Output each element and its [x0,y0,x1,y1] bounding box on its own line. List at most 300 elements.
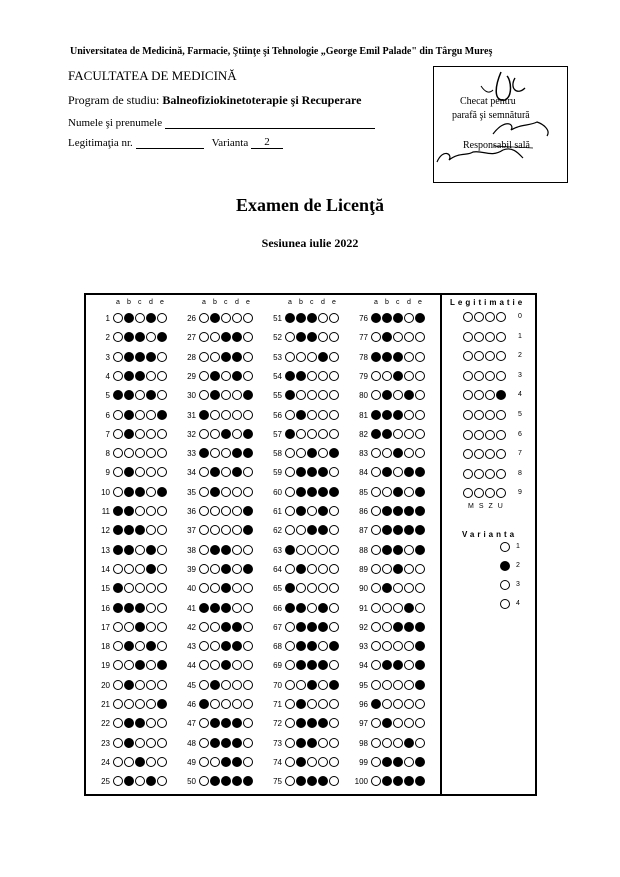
answer-bubble-d[interactable] [146,371,156,381]
answer-bubble-a[interactable] [113,506,123,516]
answer-bubble-d[interactable] [146,738,156,748]
answer-bubble-e[interactable] [329,622,339,632]
answer-bubble-b[interactable] [296,603,306,613]
answer-bubble-b[interactable] [210,738,220,748]
answer-bubble-c[interactable] [221,603,231,613]
answer-bubble-b[interactable] [124,506,134,516]
answer-bubble-b[interactable] [382,352,392,362]
answer-bubble-a[interactable] [285,371,295,381]
answer-bubble-d[interactable] [318,699,328,709]
answer-bubble-b[interactable] [124,487,134,497]
answer-bubble-b[interactable] [296,545,306,555]
answer-bubble-d[interactable] [146,313,156,323]
answer-bubble-a[interactable] [285,699,295,709]
answer-bubble-a[interactable] [199,429,209,439]
answer-bubble-d[interactable] [146,545,156,555]
answer-bubble-b[interactable] [210,680,220,690]
answer-bubble-e[interactable] [415,371,425,381]
legitimatie-bubble[interactable] [496,312,506,322]
answer-bubble-b[interactable] [296,622,306,632]
answer-bubble-b[interactable] [210,757,220,767]
legitimatie-bubble[interactable] [474,430,484,440]
answer-bubble-d[interactable] [232,564,242,574]
answer-bubble-c[interactable] [307,429,317,439]
answer-bubble-b[interactable] [124,738,134,748]
answer-bubble-d[interactable] [232,680,242,690]
answer-bubble-b[interactable] [210,603,220,613]
answer-bubble-b[interactable] [124,545,134,555]
answer-bubble-a[interactable] [285,313,295,323]
answer-bubble-b[interactable] [296,738,306,748]
answer-bubble-c[interactable] [307,622,317,632]
answer-bubble-c[interactable] [135,313,145,323]
answer-bubble-d[interactable] [404,622,414,632]
answer-bubble-d[interactable] [146,410,156,420]
answer-bubble-c[interactable] [307,603,317,613]
answer-bubble-a[interactable] [371,371,381,381]
answer-bubble-d[interactable] [232,352,242,362]
answer-bubble-c[interactable] [307,506,317,516]
answer-bubble-a[interactable] [285,429,295,439]
answer-bubble-e[interactable] [243,313,253,323]
answer-bubble-e[interactable] [415,352,425,362]
answer-bubble-c[interactable] [307,487,317,497]
legitimatie-bubble[interactable] [485,410,495,420]
answer-bubble-c[interactable] [221,564,231,574]
answer-bubble-a[interactable] [199,506,209,516]
answer-bubble-d[interactable] [318,487,328,497]
answer-bubble-c[interactable] [135,429,145,439]
answer-bubble-a[interactable] [113,757,123,767]
answer-bubble-c[interactable] [393,564,403,574]
answer-bubble-e[interactable] [243,603,253,613]
answer-bubble-b[interactable] [210,352,220,362]
answer-bubble-c[interactable] [221,429,231,439]
answer-bubble-d[interactable] [232,410,242,420]
answer-bubble-a[interactable] [113,680,123,690]
answer-bubble-c[interactable] [393,699,403,709]
legitimatie-bubble[interactable] [463,430,473,440]
answer-bubble-e[interactable] [329,564,339,574]
answer-bubble-c[interactable] [135,487,145,497]
answer-bubble-a[interactable] [199,352,209,362]
answer-bubble-b[interactable] [382,410,392,420]
answer-bubble-b[interactable] [124,564,134,574]
answer-bubble-c[interactable] [221,622,231,632]
answer-bubble-b[interactable] [296,429,306,439]
answer-bubble-e[interactable] [157,622,167,632]
answer-bubble-e[interactable] [329,410,339,420]
answer-bubble-d[interactable] [318,410,328,420]
answer-bubble-b[interactable] [296,371,306,381]
answer-bubble-a[interactable] [371,352,381,362]
answer-bubble-d[interactable] [318,371,328,381]
answer-bubble-c[interactable] [307,371,317,381]
answer-bubble-a[interactable] [113,352,123,362]
legitimatie-bubble[interactable] [474,312,484,322]
answer-bubble-c[interactable] [393,352,403,362]
answer-bubble-c[interactable] [393,371,403,381]
answer-bubble-e[interactable] [415,313,425,323]
answer-bubble-e[interactable] [243,352,253,362]
answer-bubble-e[interactable] [329,506,339,516]
answer-bubble-b[interactable] [210,371,220,381]
answer-bubble-b[interactable] [124,429,134,439]
answer-bubble-b[interactable] [210,564,220,574]
answer-bubble-e[interactable] [329,738,339,748]
answer-bubble-b[interactable] [382,313,392,323]
answer-bubble-c[interactable] [135,410,145,420]
answer-bubble-b[interactable] [210,313,220,323]
answer-bubble-c[interactable] [135,699,145,709]
answer-bubble-c[interactable] [393,429,403,439]
answer-bubble-a[interactable] [199,545,209,555]
answer-bubble-d[interactable] [404,680,414,690]
answer-bubble-d[interactable] [404,603,414,613]
legitimatie-bubble[interactable] [474,410,484,420]
answer-bubble-a[interactable] [371,429,381,439]
answer-bubble-b[interactable] [382,757,392,767]
answer-bubble-a[interactable] [285,603,295,613]
answer-bubble-a[interactable] [113,603,123,613]
answer-bubble-a[interactable] [199,738,209,748]
answer-bubble-d[interactable] [404,545,414,555]
answer-bubble-b[interactable] [382,622,392,632]
answer-bubble-c[interactable] [135,680,145,690]
answer-bubble-d[interactable] [404,429,414,439]
answer-bubble-a[interactable] [371,410,381,420]
answer-bubble-e[interactable] [329,352,339,362]
answer-bubble-c[interactable] [221,699,231,709]
answer-bubble-c[interactable] [135,506,145,516]
answer-bubble-e[interactable] [157,603,167,613]
answer-bubble-e[interactable] [157,429,167,439]
answer-bubble-b[interactable] [296,757,306,767]
answer-bubble-b[interactable] [210,622,220,632]
answer-bubble-c[interactable] [393,603,403,613]
answer-bubble-b[interactable] [382,738,392,748]
answer-bubble-c[interactable] [135,352,145,362]
answer-bubble-e[interactable] [415,680,425,690]
answer-bubble-e[interactable] [157,506,167,516]
answer-bubble-a[interactable] [199,487,209,497]
answer-bubble-e[interactable] [329,371,339,381]
answer-bubble-a[interactable] [113,738,123,748]
legitimatie-bubble[interactable] [463,371,473,381]
answer-bubble-b[interactable] [124,757,134,767]
answer-bubble-a[interactable] [113,371,123,381]
answer-bubble-a[interactable] [371,757,381,767]
answer-bubble-d[interactable] [232,487,242,497]
answer-bubble-d[interactable] [232,603,242,613]
answer-bubble-e[interactable] [415,738,425,748]
answer-bubble-d[interactable] [146,757,156,767]
legitimatie-bubble[interactable] [485,332,495,342]
answer-bubble-b[interactable] [210,545,220,555]
legitimatie-bubble[interactable] [496,469,506,479]
answer-bubble-e[interactable] [243,564,253,574]
answer-bubble-b[interactable] [296,680,306,690]
answer-bubble-e[interactable] [329,545,339,555]
answer-bubble-e[interactable] [157,564,167,574]
answer-bubble-e[interactable] [243,738,253,748]
legitimatie-bubble[interactable] [496,410,506,420]
answer-bubble-c[interactable] [393,680,403,690]
answer-bubble-c[interactable] [393,410,403,420]
answer-bubble-e[interactable] [415,622,425,632]
answer-bubble-d[interactable] [404,564,414,574]
answer-bubble-b[interactable] [210,429,220,439]
answer-bubble-a[interactable] [285,506,295,516]
legitimatie-bubble[interactable] [474,332,484,342]
answer-bubble-d[interactable] [318,429,328,439]
answer-bubble-d[interactable] [146,699,156,709]
answer-bubble-c[interactable] [307,757,317,767]
answer-bubble-d[interactable] [318,603,328,613]
answer-bubble-e[interactable] [243,487,253,497]
varianta-bubble[interactable] [500,542,510,552]
name-field[interactable] [165,116,375,129]
answer-bubble-e[interactable] [157,545,167,555]
answer-bubble-c[interactable] [393,506,403,516]
answer-bubble-b[interactable] [382,680,392,690]
answer-bubble-e[interactable] [243,680,253,690]
answer-bubble-a[interactable] [285,545,295,555]
answer-bubble-d[interactable] [404,487,414,497]
answer-bubble-b[interactable] [296,313,306,323]
answer-bubble-b[interactable] [382,487,392,497]
legitimatie-bubble[interactable] [463,469,473,479]
answer-bubble-e[interactable] [329,487,339,497]
answer-bubble-e[interactable] [415,564,425,574]
answer-bubble-e[interactable] [415,410,425,420]
answer-bubble-c[interactable] [221,313,231,323]
answer-bubble-a[interactable] [199,564,209,574]
answer-bubble-b[interactable] [124,680,134,690]
legitimatie-bubble[interactable] [485,469,495,479]
answer-bubble-c[interactable] [135,371,145,381]
answer-bubble-d[interactable] [232,371,242,381]
answer-bubble-a[interactable] [285,564,295,574]
answer-bubble-d[interactable] [318,545,328,555]
answer-bubble-b[interactable] [210,487,220,497]
answer-bubble-b[interactable] [296,352,306,362]
answer-bubble-c[interactable] [393,487,403,497]
answer-bubble-e[interactable] [157,410,167,420]
answer-bubble-b[interactable] [210,506,220,516]
legitimatie-bubble[interactable] [474,371,484,381]
answer-bubble-d[interactable] [232,429,242,439]
answer-bubble-e[interactable] [415,757,425,767]
answer-bubble-e[interactable] [243,622,253,632]
answer-bubble-d[interactable] [404,352,414,362]
legitimatie-bubble[interactable] [485,371,495,381]
answer-bubble-a[interactable] [285,738,295,748]
answer-bubble-b[interactable] [210,410,220,420]
answer-bubble-c[interactable] [393,622,403,632]
answer-bubble-b[interactable] [124,699,134,709]
answer-bubble-d[interactable] [146,680,156,690]
answer-bubble-a[interactable] [113,313,123,323]
answer-bubble-c[interactable] [307,699,317,709]
answer-bubble-d[interactable] [232,545,242,555]
answer-bubble-b[interactable] [124,371,134,381]
answer-bubble-d[interactable] [318,506,328,516]
answer-bubble-a[interactable] [285,680,295,690]
answer-bubble-a[interactable] [371,680,381,690]
answer-bubble-a[interactable] [199,371,209,381]
answer-bubble-a[interactable] [199,313,209,323]
answer-bubble-a[interactable] [113,487,123,497]
answer-bubble-c[interactable] [135,564,145,574]
answer-bubble-d[interactable] [404,738,414,748]
answer-bubble-c[interactable] [221,757,231,767]
answer-bubble-e[interactable] [415,699,425,709]
varianta-bubble[interactable] [500,580,510,590]
answer-bubble-c[interactable] [307,352,317,362]
answer-bubble-e[interactable] [329,429,339,439]
answer-bubble-b[interactable] [296,564,306,574]
answer-bubble-c[interactable] [135,603,145,613]
answer-bubble-e[interactable] [329,757,339,767]
legitimatie-bubble[interactable] [496,332,506,342]
answer-bubble-d[interactable] [232,699,242,709]
answer-bubble-d[interactable] [404,757,414,767]
answer-bubble-c[interactable] [393,545,403,555]
answer-bubble-a[interactable] [113,545,123,555]
answer-bubble-b[interactable] [124,603,134,613]
answer-bubble-c[interactable] [307,738,317,748]
answer-bubble-e[interactable] [157,352,167,362]
answer-bubble-b[interactable] [124,622,134,632]
legitimatie-bubble[interactable] [485,430,495,440]
answer-bubble-c[interactable] [221,352,231,362]
answer-bubble-a[interactable] [113,564,123,574]
answer-bubble-c[interactable] [135,622,145,632]
answer-bubble-d[interactable] [146,429,156,439]
answer-bubble-c[interactable] [307,410,317,420]
answer-bubble-d[interactable] [318,564,328,574]
answer-bubble-b[interactable] [382,429,392,439]
answer-bubble-e[interactable] [157,738,167,748]
answer-bubble-e[interactable] [329,680,339,690]
answer-bubble-d[interactable] [404,371,414,381]
legitimatia-field[interactable] [136,136,204,149]
answer-bubble-d[interactable] [232,622,242,632]
legitimatie-bubble[interactable] [463,312,473,322]
answer-bubble-d[interactable] [146,603,156,613]
answer-bubble-a[interactable] [285,487,295,497]
answer-bubble-c[interactable] [221,371,231,381]
answer-bubble-d[interactable] [318,313,328,323]
answer-bubble-d[interactable] [404,699,414,709]
answer-bubble-b[interactable] [296,699,306,709]
answer-bubble-a[interactable] [285,352,295,362]
varianta-field[interactable]: 2 [251,136,283,149]
answer-bubble-d[interactable] [146,622,156,632]
answer-bubble-e[interactable] [157,699,167,709]
answer-bubble-c[interactable] [393,757,403,767]
answer-bubble-e[interactable] [243,506,253,516]
varianta-bubble[interactable] [500,599,510,609]
answer-bubble-a[interactable] [113,699,123,709]
answer-bubble-e[interactable] [415,545,425,555]
answer-bubble-d[interactable] [318,622,328,632]
answer-bubble-e[interactable] [157,680,167,690]
answer-bubble-c[interactable] [221,545,231,555]
legitimatie-bubble[interactable] [474,469,484,479]
answer-bubble-e[interactable] [243,410,253,420]
answer-bubble-d[interactable] [318,680,328,690]
answer-bubble-c[interactable] [307,313,317,323]
answer-bubble-a[interactable] [371,313,381,323]
answer-bubble-b[interactable] [124,352,134,362]
answer-bubble-b[interactable] [210,699,220,709]
answer-bubble-d[interactable] [404,506,414,516]
answer-bubble-a[interactable] [285,410,295,420]
answer-bubble-d[interactable] [404,313,414,323]
answer-bubble-b[interactable] [296,487,306,497]
answer-bubble-a[interactable] [199,603,209,613]
answer-bubble-b[interactable] [296,506,306,516]
answer-bubble-a[interactable] [113,429,123,439]
answer-bubble-e[interactable] [157,313,167,323]
answer-bubble-e[interactable] [157,757,167,767]
answer-bubble-a[interactable] [371,699,381,709]
answer-bubble-d[interactable] [318,757,328,767]
answer-bubble-c[interactable] [221,680,231,690]
legitimatie-bubble[interactable] [496,430,506,440]
answer-bubble-c[interactable] [135,545,145,555]
answer-bubble-b[interactable] [382,603,392,613]
answer-bubble-e[interactable] [415,429,425,439]
answer-bubble-c[interactable] [221,506,231,516]
answer-bubble-d[interactable] [146,487,156,497]
answer-bubble-b[interactable] [382,699,392,709]
answer-bubble-c[interactable] [135,738,145,748]
answer-bubble-a[interactable] [371,738,381,748]
answer-bubble-e[interactable] [243,545,253,555]
answer-bubble-a[interactable] [113,622,123,632]
answer-bubble-e[interactable] [415,506,425,516]
answer-bubble-d[interactable] [146,506,156,516]
answer-bubble-a[interactable] [199,680,209,690]
answer-bubble-c[interactable] [221,410,231,420]
answer-bubble-e[interactable] [243,429,253,439]
legitimatie-bubble[interactable] [485,312,495,322]
answer-bubble-c[interactable] [393,738,403,748]
answer-bubble-b[interactable] [296,410,306,420]
answer-bubble-b[interactable] [124,410,134,420]
answer-bubble-d[interactable] [146,352,156,362]
answer-bubble-a[interactable] [199,757,209,767]
answer-bubble-a[interactable] [199,622,209,632]
answer-bubble-a[interactable] [371,487,381,497]
answer-bubble-e[interactable] [243,371,253,381]
answer-bubble-b[interactable] [382,506,392,516]
answer-bubble-e[interactable] [329,699,339,709]
answer-bubble-a[interactable] [371,545,381,555]
varianta-bubble[interactable] [500,561,510,571]
answer-bubble-e[interactable] [329,603,339,613]
answer-bubble-e[interactable] [415,487,425,497]
legitimatie-bubble[interactable] [463,332,473,342]
answer-bubble-c[interactable] [221,487,231,497]
answer-bubble-b[interactable] [382,371,392,381]
legitimatie-bubble[interactable] [496,371,506,381]
answer-bubble-a[interactable] [113,410,123,420]
answer-bubble-d[interactable] [232,313,242,323]
